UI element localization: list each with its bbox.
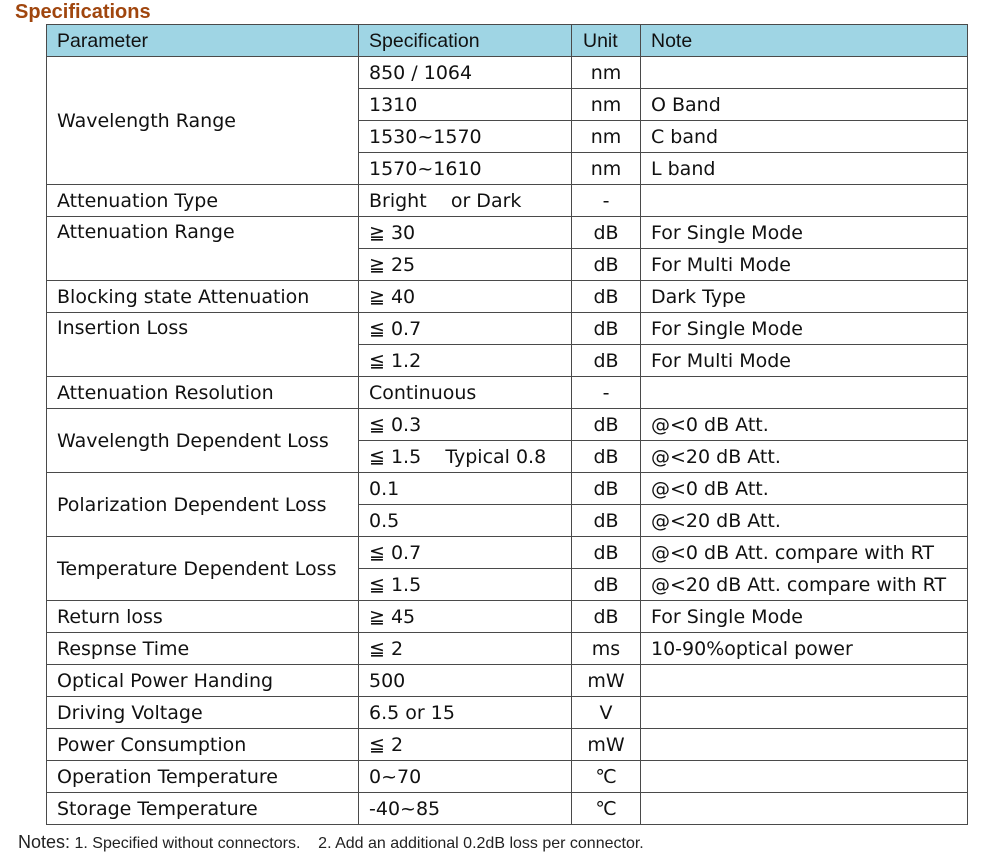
table-row [47, 377, 968, 409]
table-body [47, 57, 968, 825]
cell-note: @<0 dB Att. [641, 473, 968, 505]
cell-unit: V [572, 697, 641, 729]
cell-specification: ≦ 0.7 [359, 537, 572, 569]
table-row [47, 57, 968, 89]
cell-note: For Multi Mode [641, 249, 968, 281]
cell-parameter: Polarization Dependent Loss [47, 473, 359, 537]
cell-specification: ≦ 2 [359, 729, 572, 761]
note-2: 2. Add an additional 0.2dB loss per connector. [318, 835, 644, 852]
cell-specification: ≦ 1.2 [359, 345, 572, 377]
table-row [47, 217, 968, 249]
cell-note: Dark Type [641, 281, 968, 313]
cell-specification: -40~85 [359, 793, 572, 825]
cell-unit: dB [572, 313, 641, 345]
cell-unit: - [572, 185, 641, 217]
table-row [47, 697, 968, 729]
cell-unit: - [572, 377, 641, 409]
cell-specification: 850 / 1064 [359, 57, 572, 89]
table-row [47, 473, 968, 505]
cell-parameter: Operation Temperature [47, 761, 359, 793]
cell-specification: ≧ 45 [359, 601, 572, 633]
cell-unit: mW [572, 665, 641, 697]
cell-unit: ℃ [572, 793, 641, 825]
cell-parameter: Insertion Loss [47, 313, 359, 377]
cell-note: For Single Mode [641, 601, 968, 633]
cell-parameter: Attenuation Resolution [47, 377, 359, 409]
cell-parameter: Power Consumption [47, 729, 359, 761]
cell-specification: ≦ 2 [359, 633, 572, 665]
cell-unit: dB [572, 441, 641, 473]
cell-note: For Single Mode [641, 313, 968, 345]
cell-specification: 1530~1570 [359, 121, 572, 153]
header-specification: Specification [359, 25, 572, 57]
cell-specification: ≧ 30 [359, 217, 572, 249]
cell-note: @<0 dB Att. compare with RT [641, 537, 968, 569]
cell-parameter: Attenuation Type [47, 185, 359, 217]
table-row [47, 729, 968, 761]
cell-parameter: Wavelength Range [47, 57, 359, 185]
cell-parameter: Storage Temperature [47, 793, 359, 825]
cell-parameter: Return loss [47, 601, 359, 633]
cell-specification: Continuous [359, 377, 572, 409]
cell-note: @<20 dB Att. [641, 441, 968, 473]
cell-note: For Multi Mode [641, 345, 968, 377]
cell-unit: dB [572, 505, 641, 537]
cell-note: @<20 dB Att. compare with RT [641, 569, 968, 601]
cell-unit: dB [572, 537, 641, 569]
cell-unit: ℃ [572, 761, 641, 793]
cell-unit: dB [572, 409, 641, 441]
notes [18, 832, 644, 853]
cell-unit: dB [572, 569, 641, 601]
specifications-table [46, 24, 968, 825]
cell-specification: 500 [359, 665, 572, 697]
cell-parameter: Respnse Time [47, 633, 359, 665]
cell-unit: dB [572, 473, 641, 505]
cell-note: @<0 dB Att. [641, 409, 968, 441]
cell-note [641, 665, 968, 697]
table-row [47, 281, 968, 313]
cell-parameter: Temperature Dependent Loss [47, 537, 359, 601]
table-row [47, 793, 968, 825]
cell-parameter: Blocking state Attenuation [47, 281, 359, 313]
cell-unit: dB [572, 345, 641, 377]
cell-unit: nm [572, 89, 641, 121]
cell-note [641, 57, 968, 89]
cell-unit: dB [572, 601, 641, 633]
cell-note: For Single Mode [641, 217, 968, 249]
table-row [47, 537, 968, 569]
header-parameter: Parameter [47, 25, 359, 57]
cell-specification: 0.1 [359, 473, 572, 505]
cell-note [641, 185, 968, 217]
cell-specification: Bright or Dark [359, 185, 572, 217]
cell-specification: 0.5 [359, 505, 572, 537]
cell-parameter: Wavelength Dependent Loss [47, 409, 359, 473]
cell-note: L band [641, 153, 968, 185]
cell-unit: nm [572, 121, 641, 153]
table-row [47, 761, 968, 793]
cell-note [641, 729, 968, 761]
header-row [47, 25, 968, 57]
cell-specification: 0~70 [359, 761, 572, 793]
section-title: Specifications [15, 1, 151, 23]
cell-note: C band [641, 121, 968, 153]
table-row [47, 313, 968, 345]
header-note: Note [641, 25, 968, 57]
table-row [47, 409, 968, 441]
cell-note: 10-90%optical power [641, 633, 968, 665]
cell-specification: ≦ 1.5 Typical 0.8 [359, 441, 572, 473]
cell-unit: mW [572, 729, 641, 761]
cell-unit: dB [572, 249, 641, 281]
cell-specification: 6.5 or 15 [359, 697, 572, 729]
cell-unit: nm [572, 57, 641, 89]
cell-note: @<20 dB Att. [641, 505, 968, 537]
table-row [47, 185, 968, 217]
table-row [47, 665, 968, 697]
cell-specification: 1570~1610 [359, 153, 572, 185]
table-row [47, 633, 968, 665]
cell-specification: 1310 [359, 89, 572, 121]
cell-unit: nm [572, 153, 641, 185]
cell-parameter: Driving Voltage [47, 697, 359, 729]
cell-specification: ≧ 40 [359, 281, 572, 313]
cell-note [641, 377, 968, 409]
header-unit: Unit [572, 25, 641, 57]
table-row [47, 601, 968, 633]
cell-note [641, 793, 968, 825]
cell-note: O Band [641, 89, 968, 121]
notes-label: Notes: [18, 832, 71, 852]
cell-note [641, 697, 968, 729]
cell-specification: ≧ 25 [359, 249, 572, 281]
cell-parameter: Attenuation Range [47, 217, 359, 281]
cell-unit: dB [572, 217, 641, 249]
note-1: 1. Specified without connectors. [74, 835, 301, 852]
cell-note [641, 761, 968, 793]
cell-unit: ms [572, 633, 641, 665]
cell-parameter: Optical Power Handing [47, 665, 359, 697]
cell-specification: ≦ 0.3 [359, 409, 572, 441]
cell-unit: dB [572, 281, 641, 313]
cell-specification: ≦ 0.7 [359, 313, 572, 345]
cell-specification: ≦ 1.5 [359, 569, 572, 601]
